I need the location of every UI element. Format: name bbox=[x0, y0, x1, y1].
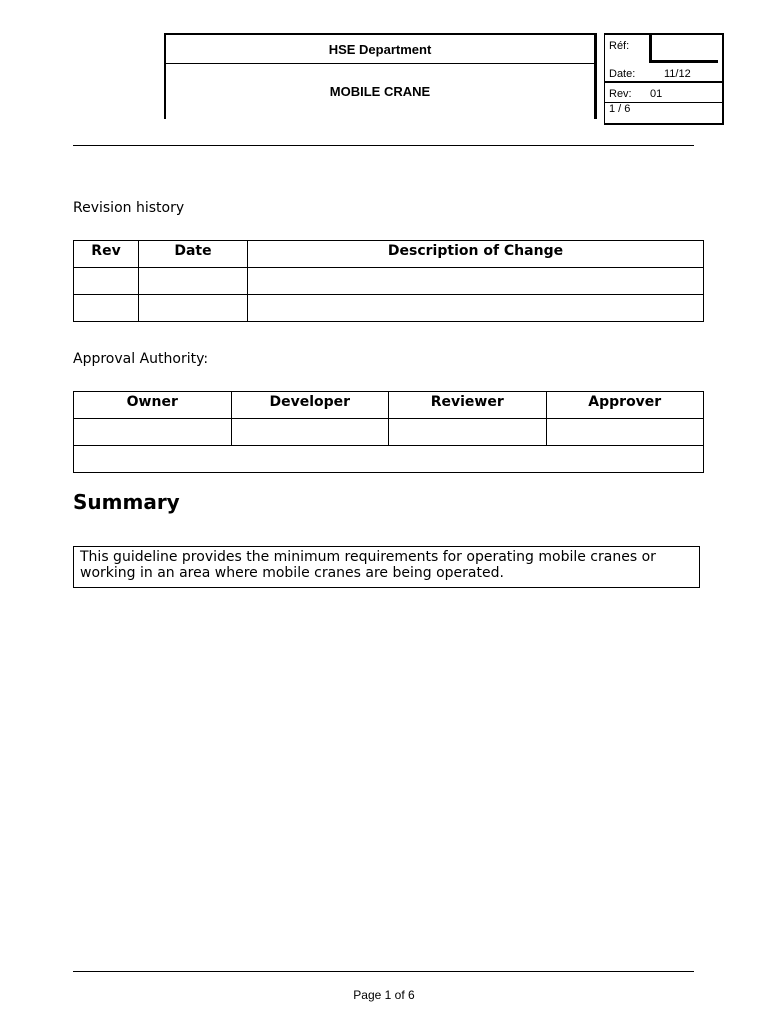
rev-value: 01 bbox=[650, 88, 663, 100]
table-row bbox=[74, 419, 704, 446]
date-value: 11/12 bbox=[664, 68, 691, 80]
footer-rule bbox=[73, 971, 694, 972]
table-cell bbox=[139, 268, 248, 295]
ref-label: Réf: bbox=[609, 40, 630, 52]
date-row bbox=[605, 63, 722, 83]
table-cell bbox=[139, 295, 248, 322]
ref-value-box bbox=[649, 35, 718, 63]
header-title-block bbox=[164, 33, 597, 119]
table-cell bbox=[74, 446, 704, 473]
rev-row bbox=[605, 85, 722, 103]
table-row bbox=[74, 295, 704, 322]
summary-text-line: This guideline provides the minimum requirements for operating mobile cranes or bbox=[80, 549, 656, 565]
revision-history-table bbox=[73, 240, 704, 322]
table-header-row bbox=[74, 392, 704, 419]
table-row bbox=[74, 446, 704, 473]
column-header-rev: Rev bbox=[74, 241, 139, 268]
column-header-description: Description of Change bbox=[248, 241, 704, 268]
table-cell bbox=[74, 295, 139, 322]
approval-table bbox=[73, 391, 704, 473]
page-fraction: 1 / 6 bbox=[609, 103, 631, 115]
column-header-date: Date bbox=[139, 241, 248, 268]
table-cell bbox=[389, 419, 547, 446]
table-cell bbox=[248, 295, 704, 322]
table-cell bbox=[74, 268, 139, 295]
department-name: HSE Department bbox=[166, 35, 594, 64]
column-header-reviewer: Reviewer bbox=[389, 392, 547, 419]
column-header-owner: Owner bbox=[74, 392, 232, 419]
table-cell bbox=[248, 268, 704, 295]
document-title: MOBILE CRANE bbox=[329, 83, 431, 99]
page-number: Page 1 of 6 bbox=[353, 988, 415, 1002]
approval-authority-label: Approval Authority: bbox=[73, 351, 209, 367]
summary-heading: Summary bbox=[73, 490, 180, 514]
rev-label: Rev: bbox=[609, 88, 632, 100]
date-label: Date: bbox=[609, 68, 636, 80]
column-header-approver: Approver bbox=[546, 392, 704, 419]
summary-text-line: working in an area where mobile cranes are being operated. bbox=[80, 565, 504, 581]
header-rule bbox=[73, 145, 694, 146]
header-meta-block bbox=[604, 33, 724, 125]
table-row bbox=[74, 268, 704, 295]
table-header-row bbox=[74, 241, 704, 268]
revision-history-label: Revision history bbox=[73, 200, 185, 216]
table-cell bbox=[74, 419, 232, 446]
table-cell bbox=[546, 419, 704, 446]
table-cell bbox=[231, 419, 389, 446]
column-header-developer: Developer bbox=[231, 392, 389, 419]
summary-box bbox=[73, 546, 700, 588]
